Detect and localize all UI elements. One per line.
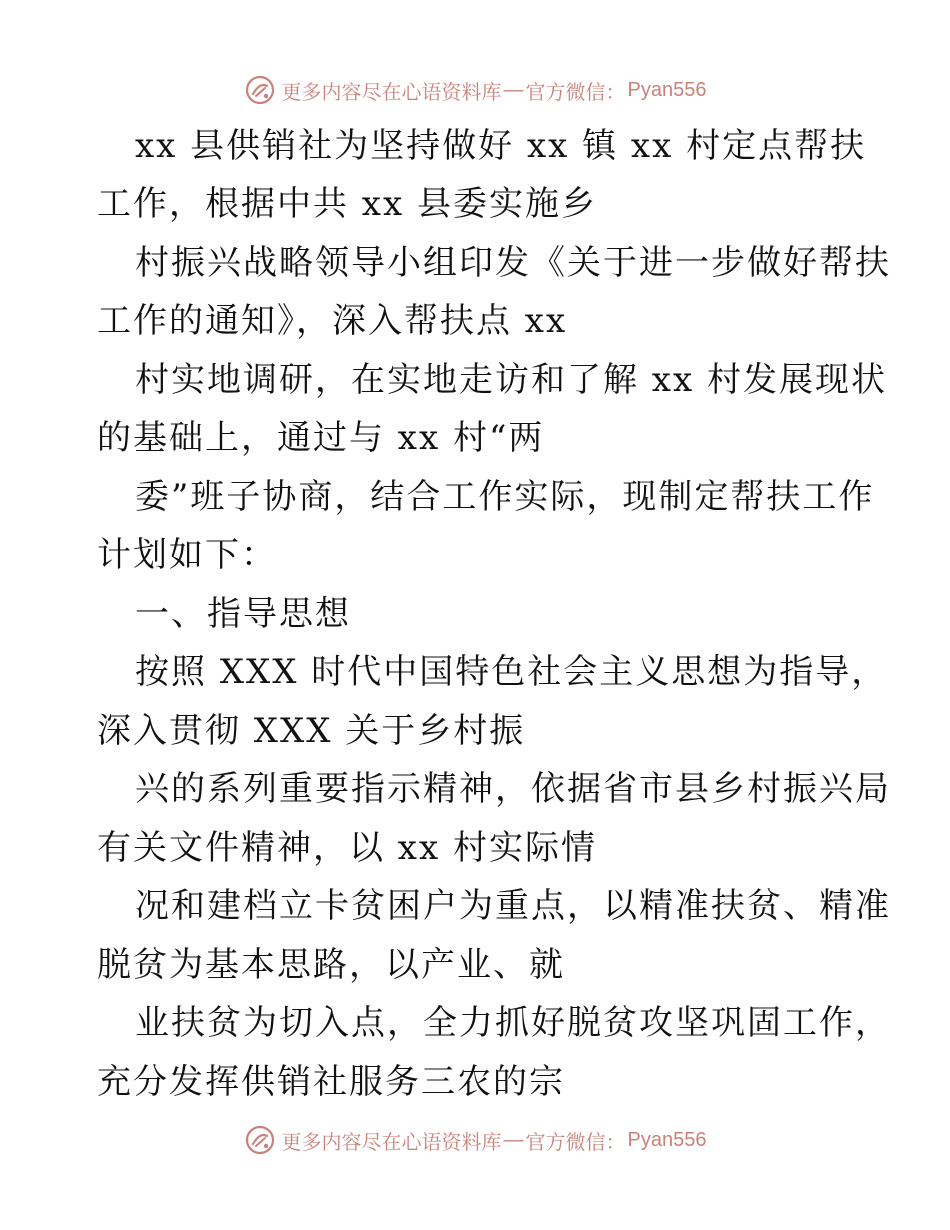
watermark-separator: — xyxy=(503,1128,524,1151)
header-watermark xyxy=(0,70,950,110)
watermark-label: 官方微信： xyxy=(525,1131,626,1154)
text-line: 计划如下： xyxy=(97,535,277,575)
watermark-brand: 更多内容尽在心语资料库 xyxy=(281,81,502,104)
watermark-brand: 更多内容尽在心语资料库 xyxy=(281,1131,502,1154)
text-line: 委”班子协商，结合工作实际，现制定帮扶工作 xyxy=(135,477,875,517)
text-line: 的基础上，通过与 xx 村“两 xyxy=(97,418,545,458)
text-line: 况和建档立卡贫困户为重点，以精准扶贫、精准 xyxy=(135,886,891,926)
text-line: 兴的系列重要指示精神，依据省市县乡村振兴局 xyxy=(135,769,891,809)
text-line: 村实地调研，在实地走访和了解 xx 村发展现状 xyxy=(135,360,887,400)
footer-watermark xyxy=(0,1120,950,1160)
text-line: 按照 XXX 时代中国特色社会主义思想为指导， xyxy=(135,652,888,692)
seal-logo-icon xyxy=(244,1124,276,1156)
watermark-label: 官方微信： xyxy=(525,81,626,104)
watermark-account: Pyan556 xyxy=(627,78,707,101)
seal-logo-icon xyxy=(244,74,276,106)
watermark-account: Pyan556 xyxy=(627,1128,707,1151)
text-line: 工作，根据中共 xx 县委实施乡 xyxy=(97,184,597,224)
text-line: 业扶贫为切入点，全力抓好脱贫攻坚巩固工作， xyxy=(135,1003,891,1043)
text-line: 工作的通知》，深入帮扶点 xx xyxy=(97,301,568,341)
text-line: 深入贯彻 XXX 关于乡村振 xyxy=(97,711,526,751)
watermark-separator: — xyxy=(503,78,524,101)
text-line: xx 县供销社为坚持做好 xx 镇 xx 村定点帮扶 xyxy=(135,126,867,166)
text-line: 有关文件精神，以 xx 村实际情 xyxy=(97,828,597,868)
text-line: 村振兴战略领导小组印发《关于进一步做好帮扶 xyxy=(135,243,891,283)
section-heading: 一、指导思想 xyxy=(135,594,351,634)
text-line: 充分发挥供销社服务三农的宗 xyxy=(97,1062,565,1102)
text-line: 脱贫为基本思路，以产业、就 xyxy=(97,945,565,985)
